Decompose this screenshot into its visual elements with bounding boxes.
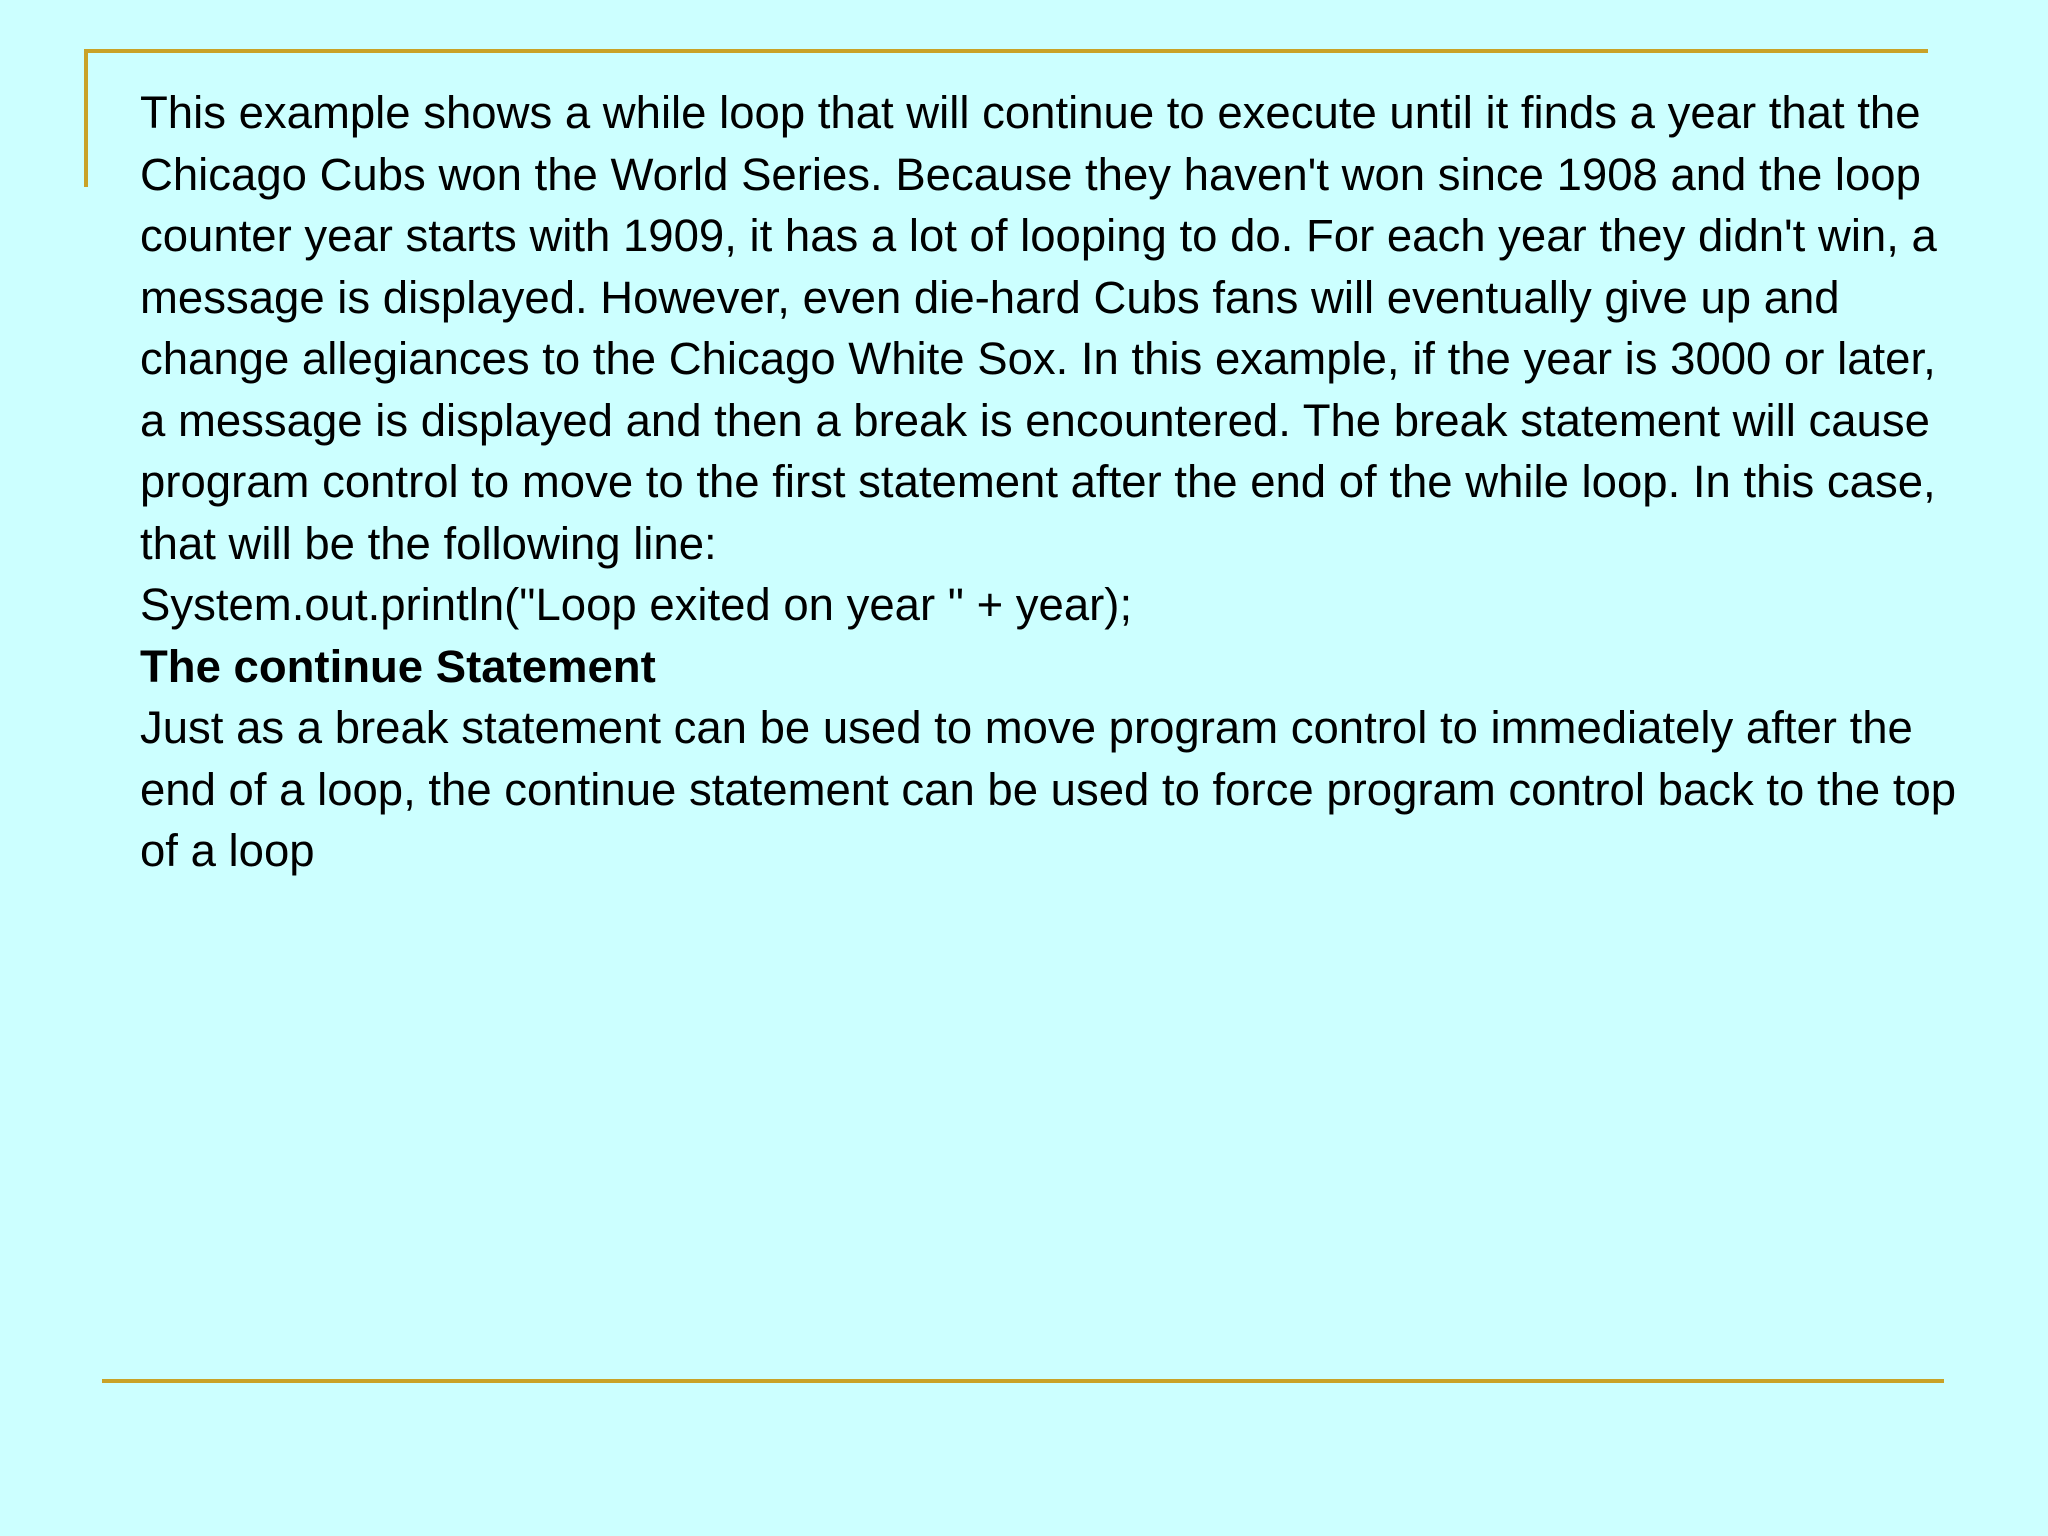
bottom-rule <box>102 1379 1944 1383</box>
body-paragraph: This example shows a while loop that will continue to execute until it finds a year that the Chicago Cubs won the World Series. Because they haven't won since 1908 and the loop counter year starts with 1909, it has a lot of looping to do. For each year they didn't win, a message is displayed. However, even die-hard Cubs fans will eventually give up and change allegiances to the Chicago White Sox. In this example, if the year is 3000 or later, a message is displayed and then a break is encountered. The break statement will cause program control to move to the first statement after the end of the while loop. In this case, that will be the following line: <box>140 87 1937 569</box>
left-rule <box>84 49 88 187</box>
top-rule <box>84 49 1928 53</box>
slide-body <box>140 82 1970 882</box>
body-paragraph-2: Just as a break statement can be used to move program control to immediately after the end of a loop, the continue statement can be used to force program control back to the top of a loop <box>140 702 1957 876</box>
section-heading: The continue Statement <box>140 640 656 692</box>
code-line: System.out.println("Loop exited on year " + year); <box>140 579 1133 630</box>
